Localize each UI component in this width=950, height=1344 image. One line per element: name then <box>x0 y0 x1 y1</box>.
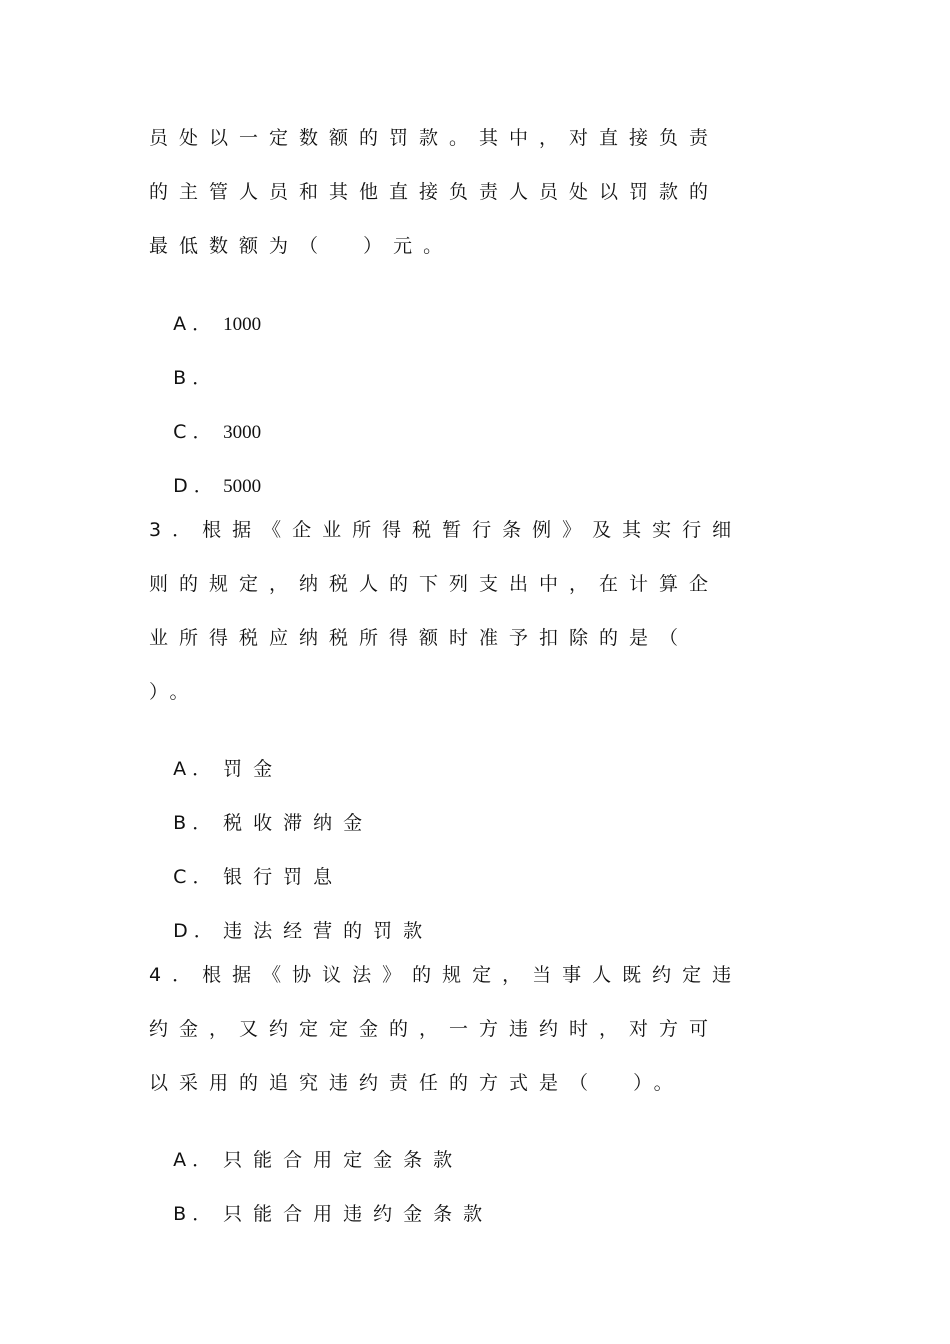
option-value: 3000 <box>223 422 262 443</box>
q4-option-b <box>149 1178 493 1250</box>
q3-text-line-3: 业所得税应纳税所得额时准予扣除的是（ <box>149 627 690 649</box>
option-value: 银行罚息 <box>223 866 344 888</box>
option-value: 违法经营的罚款 <box>223 920 434 942</box>
option-value: 1000 <box>223 314 262 335</box>
q3-text-line-4: ）。 <box>149 681 200 703</box>
option-label: B． <box>173 367 218 389</box>
option-label: A． <box>173 758 218 780</box>
q2-option-d <box>149 450 261 523</box>
option-label: D． <box>173 920 219 942</box>
option-label: B． <box>173 1203 218 1225</box>
option-label: B． <box>173 812 218 834</box>
option-label: C． <box>173 421 218 443</box>
option-value: 5000 <box>223 476 262 497</box>
option-value: 罚金 <box>223 758 284 780</box>
q4-text-line-3: 以采用的追究违约责任的方式是（ ）。 <box>149 1072 684 1094</box>
q2-text-line-1: 员处以一定数额的罚款。其中，对直接负责 <box>149 127 720 149</box>
option-label: A． <box>173 313 218 335</box>
q3-text-line-1: 3．根据《企业所得税暂行条例》及其实行细 <box>149 519 743 541</box>
option-label: D． <box>173 475 219 497</box>
q3-option-d <box>149 895 433 967</box>
q3-text-line-2: 则的规定，纳税人的下列支出中，在计算企 <box>149 573 720 595</box>
option-label: C． <box>173 866 218 888</box>
option-value: 只能合用定金条款 <box>223 1149 464 1171</box>
q4-text-line-1: 4．根据《协议法》的规定，当事人既约定违 <box>149 964 743 986</box>
q2-text-line-3: 最低数额为（ ）元。 <box>149 235 454 257</box>
option-value: 只能合用违约金条款 <box>223 1203 494 1225</box>
option-value: 税收滞纳金 <box>223 812 374 834</box>
q2-text-line-2: 的主管人员和其他直接负责人员处以罚款的 <box>149 181 720 203</box>
q4-text-line-2: 约金，又约定定金的，一方违约时，对方可 <box>149 1018 720 1040</box>
option-label: A． <box>173 1149 218 1171</box>
